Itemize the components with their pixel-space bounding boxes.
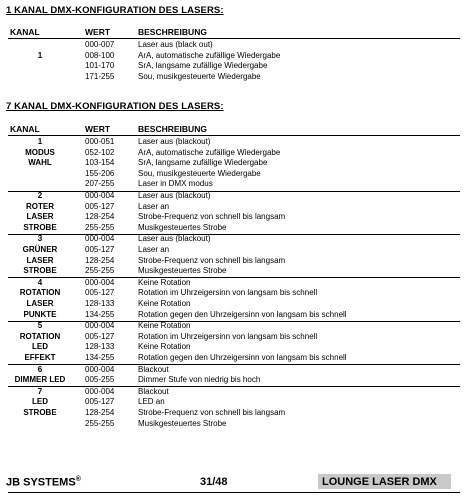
wert-cell: 128-254 — [85, 408, 115, 417]
group-separator — [8, 386, 460, 387]
kanal-label: 3 — [37, 234, 43, 244]
wert-cell: 128-133 — [85, 299, 115, 308]
wert-cell: 000-051 — [85, 137, 115, 146]
kanal-label: WAHL — [28, 158, 52, 168]
wert-cell: 255-255 — [85, 418, 115, 428]
wert-cell: 128-254 — [85, 255, 115, 265]
beschreibung-cell: Keine Rotation — [138, 277, 191, 287]
beschreibung-cell: Keine Rotation — [138, 321, 191, 331]
group-separator — [8, 321, 460, 322]
group-separator — [8, 364, 460, 365]
wert-cell: 005-127 — [85, 397, 115, 407]
footer-rule — [8, 492, 460, 493]
wert-cell: 000-004 — [85, 191, 115, 200]
wert-cell: 052-102 — [85, 147, 115, 157]
footer-brand — [6, 476, 81, 489]
beschreibung-cell: Sou, musikgesteuerte Wiedergabe — [138, 168, 261, 178]
wert-cell: 134-255 — [85, 309, 115, 319]
wert-cell: 008-100 — [85, 50, 115, 60]
wert-cell: 005-127 — [85, 331, 115, 341]
beschreibung-cell: Musikgesteuertes Strobe — [138, 266, 227, 276]
beschreibung-cell: SrA, langsame zufällige Wiedergabe — [138, 158, 268, 168]
beschreibung-cell: Musikgesteuertes Strobe — [138, 222, 227, 232]
kanal-label: LED — [32, 342, 48, 352]
beschreibung-cell: SrA, langsame zufällige Wiedergabe — [138, 61, 268, 71]
beschreibung-cell: Laser aus (blackout) — [138, 191, 211, 200]
beschreibung-cell: Blackout — [138, 364, 169, 374]
wert-cell: 005-127 — [85, 288, 115, 298]
beschreibung-cell: Blackout — [138, 386, 169, 396]
kanal-label: LASER — [26, 255, 54, 265]
beschreibung-cell: Laser an — [138, 201, 170, 211]
section7-header-beschreibung: BESCHREIBUNG — [138, 124, 207, 134]
kanal-label: GRÜNER — [22, 245, 58, 254]
kanal-label: ROTATION — [19, 331, 61, 341]
section7-header-kanal: KANAL — [10, 124, 40, 134]
wert-cell: 171-255 — [85, 71, 115, 81]
kanal-label: STROBE — [23, 266, 57, 276]
kanal-label: LASER — [26, 299, 54, 308]
footer-page-number: 31/48 — [200, 476, 228, 488]
wert-cell: 005-255 — [85, 375, 115, 385]
wert-cell: 000-004 — [85, 277, 115, 287]
beschreibung-cell: Laser aus (black out) — [138, 40, 213, 49]
kanal-label: 4 — [37, 277, 43, 287]
beschreibung-cell: Keine Rotation — [138, 342, 191, 352]
kanal-label: LED — [32, 397, 48, 407]
footer-product-name: LOUNGE LASER DMX — [322, 476, 437, 488]
kanal-label: ROTER — [26, 201, 54, 211]
beschreibung-cell: Laser an — [138, 245, 170, 254]
wert-cell: 000-007 — [85, 40, 115, 49]
beschreibung-cell: Dimmer Stufe von niedrig bis hoch — [138, 375, 261, 385]
section7-header-wert: WERT — [85, 124, 111, 134]
wert-cell: 134-255 — [85, 353, 115, 362]
footer-brand-text: JB SYSTEMS — [6, 476, 76, 489]
beschreibung-cell: Rotation gegen den Uhrzeigersinn von langsam bis schnell — [138, 309, 347, 319]
beschreibung-cell: Sou, musikgesteuerte Wiedergabe — [138, 71, 261, 81]
kanal-label: ROTATION — [19, 288, 61, 298]
kanal-label: 1 — [37, 50, 43, 60]
kanal-label: STROBE — [23, 408, 57, 417]
beschreibung-cell: Rotation im Uhrzeigersinn von langsam bis schnell — [138, 331, 318, 341]
wert-cell: 000-004 — [85, 364, 115, 374]
group-separator — [8, 277, 460, 278]
beschreibung-cell: Laser aus (blackout) — [138, 137, 211, 146]
section1-heading: 1 KANAL DMX-KONFIGURATION DES LASERS: — [6, 5, 224, 16]
wert-cell: 207-255 — [85, 179, 115, 189]
kanal-label: DIMMER LED — [14, 375, 66, 385]
section1-header-wert: WERT — [85, 27, 111, 37]
kanal-label: 6 — [37, 364, 43, 374]
group-separator — [8, 234, 460, 235]
beschreibung-cell: Laser in DMX modus — [138, 179, 213, 189]
wert-cell: 128-133 — [85, 342, 115, 352]
wert-cell: 000-004 — [85, 386, 115, 396]
group-separator — [8, 191, 460, 192]
section7-header-rule — [8, 135, 460, 136]
kanal-label: EFFEKT — [24, 353, 56, 362]
wert-cell: 005-127 — [85, 201, 115, 211]
beschreibung-cell: LED an — [138, 397, 165, 407]
wert-cell: 000-004 — [85, 234, 115, 244]
wert-cell: 255-255 — [85, 222, 115, 232]
kanal-label: MODUS — [25, 147, 55, 157]
beschreibung-cell: Strobe-Frequenz von schnell bis langsam — [138, 212, 286, 222]
wert-cell: 128-254 — [85, 212, 115, 222]
kanal-label: 7 — [37, 386, 43, 396]
beschreibung-cell: Strobe-Frequenz von schnell bis langsam — [138, 408, 286, 417]
wert-cell: 101-170 — [85, 61, 115, 71]
section1-header-beschreibung: BESCHREIBUNG — [138, 27, 207, 37]
kanal-label: STROBE — [23, 222, 57, 232]
wert-cell: 155-206 — [85, 168, 115, 178]
beschreibung-cell: Rotation im Uhrzeigersinn von langsam bis schnell — [138, 288, 318, 298]
wert-cell: 255-255 — [85, 266, 115, 276]
beschreibung-cell: Musikgesteuertes Strobe — [138, 418, 227, 428]
beschreibung-cell: Keine Rotation — [138, 299, 191, 308]
kanal-label: LASER — [26, 212, 54, 222]
kanal-label: 1 — [37, 137, 43, 146]
beschreibung-cell: Strobe-Frequenz von schnell bis langsam — [138, 255, 286, 265]
wert-cell: 103-154 — [85, 158, 115, 168]
section7-heading: 7 KANAL DMX-KONFIGURATION DES LASERS: — [6, 101, 224, 112]
wert-cell: 005-127 — [85, 245, 115, 254]
registered-mark: ® — [75, 476, 81, 483]
kanal-label: 2 — [37, 191, 43, 200]
section1-header-kanal: KANAL — [10, 27, 40, 37]
section1-header-rule — [8, 38, 460, 39]
beschreibung-cell: Laser aus (blackout) — [138, 234, 211, 244]
kanal-label: 5 — [37, 321, 43, 331]
beschreibung-cell: ArA, automatische zufällige Wiedergabe — [138, 147, 281, 157]
beschreibung-cell: ArA, automatische zufällige Wiedergabe — [138, 50, 281, 60]
beschreibung-cell: Rotation gegen den Uhrzeigersinn von langsam bis schnell — [138, 353, 347, 362]
kanal-label: PUNKTE — [23, 309, 57, 319]
wert-cell: 000-004 — [85, 321, 115, 331]
